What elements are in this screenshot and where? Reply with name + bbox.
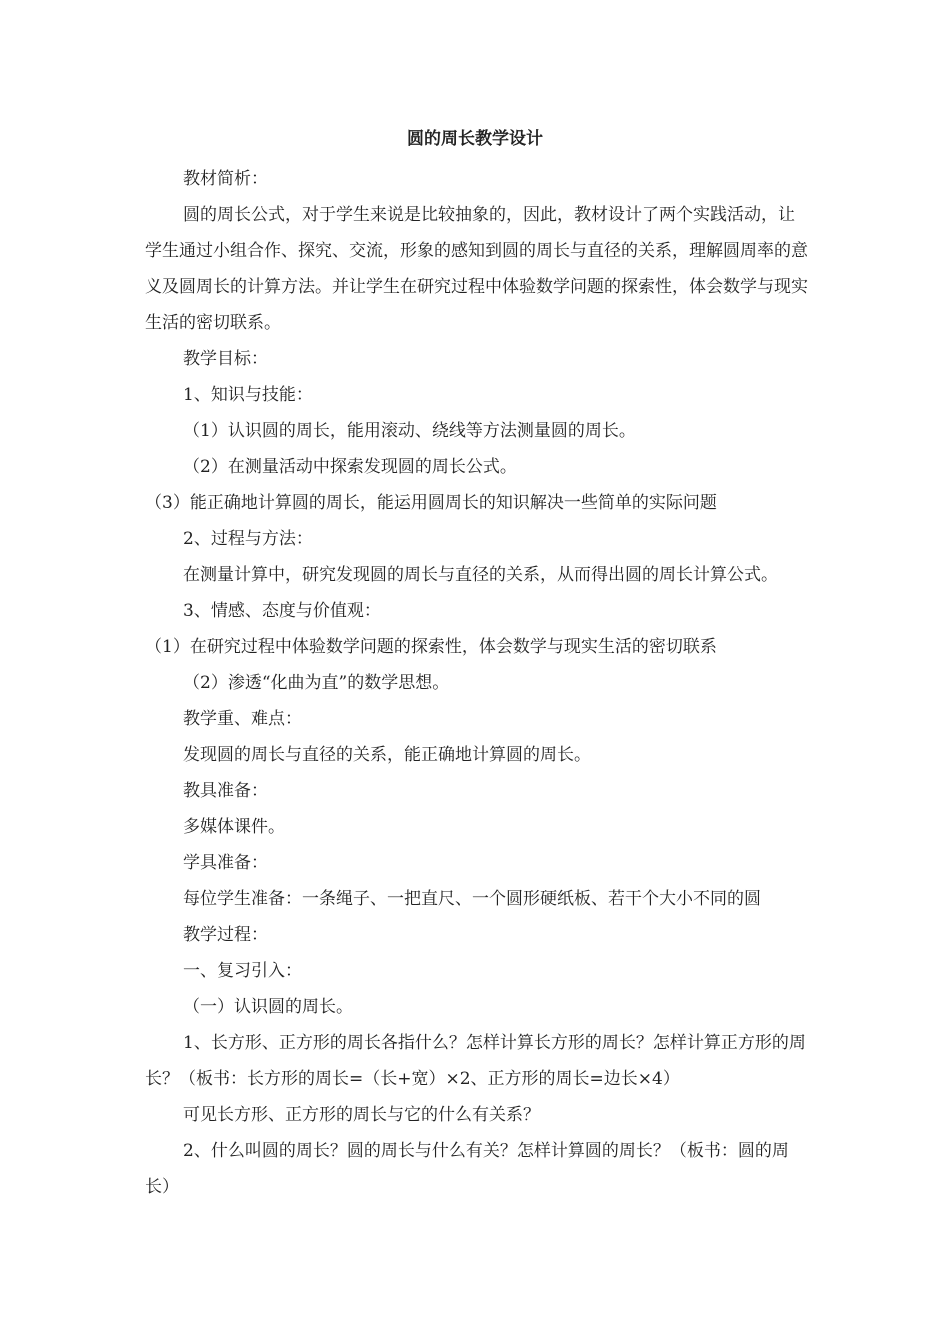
paragraph: 3、情感、态度与价值观： [183,601,381,621]
paragraph: 一、复习引入： [183,961,302,981]
paragraph: 教材简析： [183,169,268,189]
paragraph: 教具准备： [183,781,268,801]
paragraph: 1、长方形、正方形的周长各指什么？怎样计算长方形的周长？怎样计算正方形的周长？（板书：长方形的周长=（长+宽）×2、正方形的周长=边长×4） [145,1033,806,1089]
paragraph: 发现圆的周长与直径的关系，能正确地计算圆的周长。 [183,745,591,765]
document-body [145,161,808,1205]
paragraph: 可见长方形、正方形的周长与它的什么有关系？ [183,1105,540,1125]
paragraph: （一）认识圆的周长。 [183,997,353,1017]
paragraph: （1）认识圆的周长，能用滚动、绕线等方法测量圆的周长。 [183,421,636,441]
paragraph: 2、什么叫圆的周长？圆的周长与什么有关？怎样计算圆的周长？（板书：圆的周长） [145,1141,789,1197]
document-title: 圆的周长教学设计 [407,129,543,149]
paragraph: （2）在测量活动中探索发现圆的周长公式。 [183,457,517,477]
paragraph: 多媒体课件。 [183,817,285,837]
paragraph: 1、知识与技能： [183,385,313,405]
paragraph: 在测量计算中，研究发现圆的周长与直径的关系，从而得出圆的周长计算公式。 [183,565,778,585]
paragraph: 教学目标： [183,349,268,369]
paragraph: （3）能正确地计算圆的周长，能运用圆周长的知识解决一些简单的实际问题 [145,493,717,513]
paragraph: 学具准备： [183,853,268,873]
paragraph: 教学过程： [183,925,268,945]
paragraph: 每位学生准备：一条绳子、一把直尺、一个圆形硬纸板、若干个大小不同的圆 [183,889,761,909]
paragraph: 教学重、难点： [183,709,302,729]
paragraph: （2）渗透“化曲为直”的数学思想。 [183,673,450,693]
paragraph: 2、过程与方法： [183,529,313,549]
paragraph: 圆的周长公式，对于学生来说是比较抽象的，因此，教材设计了两个实践活动，让学生通过小组合作、探究、交流，形象的感知到圆的周长与直径的关系，理解圆周率的意义及圆周长的计算方法。并让学生在研究过程中体验数学问题的探索性，体会数学与现实生活的密切联系。 [145,205,808,333]
paragraph: （1）在研究过程中体验数学问题的探索性，体会数学与现实生活的密切联系 [145,637,717,657]
